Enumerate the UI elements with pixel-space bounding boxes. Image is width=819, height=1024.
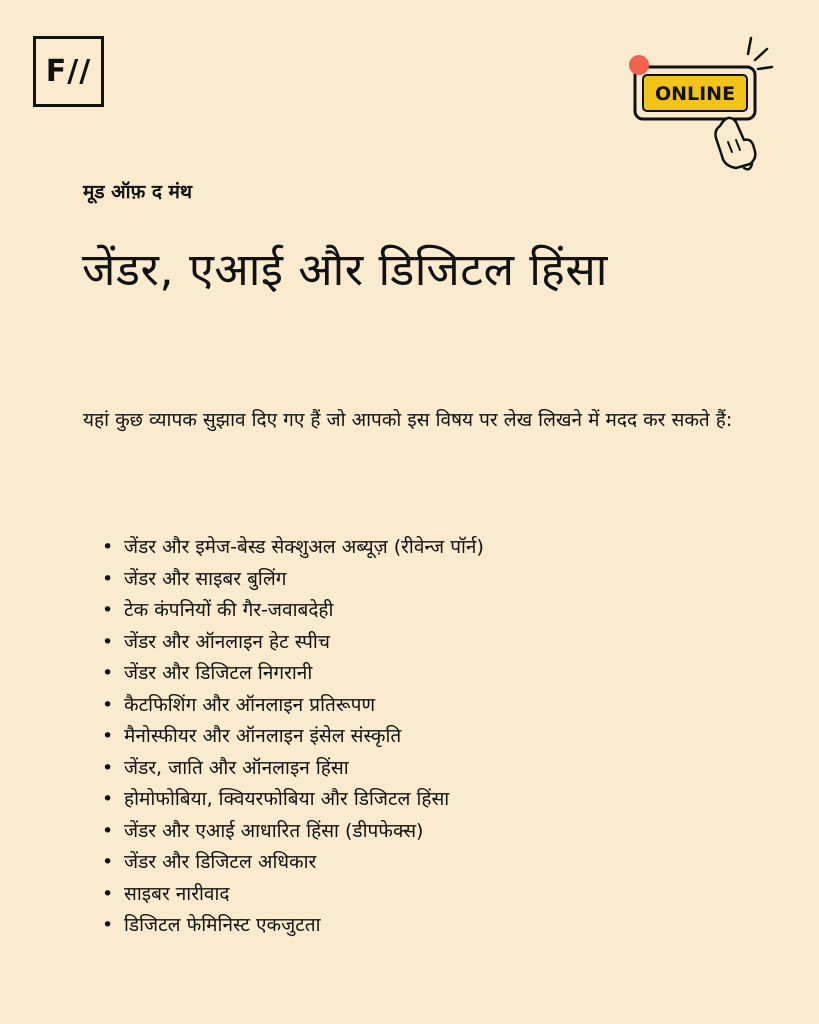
list-item: • कैटफिशिंग और ऑनलाइन प्रतिरूपण	[100, 690, 484, 722]
list-item: • जेंडर और एआई आधारित हिंसा (डीपफेक्स)	[100, 816, 484, 848]
list-item: • जेंडर और ऑनलाइन हेट स्पीच	[100, 627, 484, 659]
list-item: • होमोफोबिया, क्वियरफोबिया और डिजिटल हिंसा	[100, 784, 484, 816]
list-item: • डिजिटल फेमिनिस्ट एकजुटता	[100, 910, 484, 942]
list-item: • टेक कंपनियों की गैर-जवाबदेही	[100, 595, 484, 627]
list-item: • जेंडर और डिजिटल अधिकार	[100, 847, 484, 879]
topics-list	[100, 532, 484, 942]
list-item: • मैनोस्फीयर और ऑनलाइन इंसेल संस्कृति	[100, 721, 484, 753]
list-item: • जेंडर और साइबर बुलिंग	[100, 564, 484, 596]
section-kicker: मूड ऑफ़ द मंथ	[83, 181, 193, 203]
brand-logo: F//	[33, 36, 104, 107]
online-badge-illustration	[620, 34, 780, 174]
list-item: • जेंडर और इमेज-बेस्ड सेक्शुअल अब्यूज़ (रीवेन्ज पॉर्न)	[100, 532, 484, 564]
list-item: • जेंडर और डिजिटल निगरानी	[100, 658, 484, 690]
page-title: जेंडर, एआई और डिजिटल हिंसा	[82, 243, 608, 296]
intro-paragraph: यहां कुछ व्यापक सुझाव दिए गए हैं जो आपको इस विषय पर लेख लिखने में मदद कर सकते हैं:	[83, 409, 733, 431]
online-badge-text: ONLINE	[654, 83, 736, 105]
list-item: • साइबर नारीवाद	[100, 879, 484, 911]
list-item: • जेंडर, जाति और ऑनलाइन हिंसा	[100, 753, 484, 785]
